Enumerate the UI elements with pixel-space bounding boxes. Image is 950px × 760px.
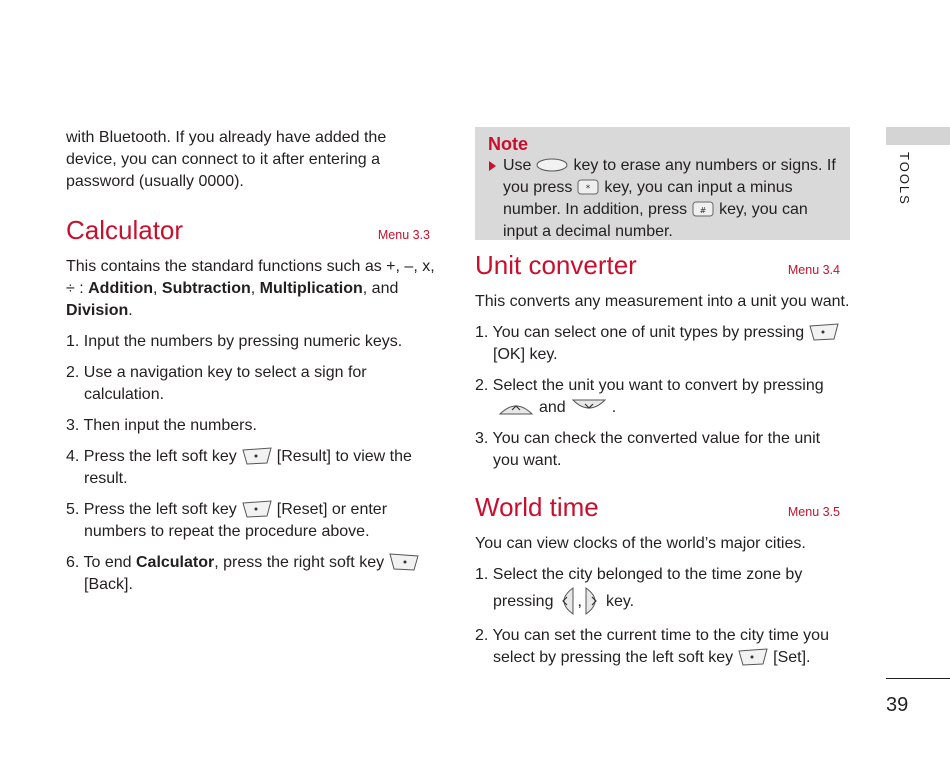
intro-paragraph: with Bluetooth. If you already have added the device, you can connect to it after entering a password (usually 0000). xyxy=(66,129,387,190)
svg-text:*: * xyxy=(586,184,591,194)
clear-key-icon xyxy=(535,156,569,174)
calculator-step-4: 4. Press the left soft key [Result] to view the result. xyxy=(66,448,412,487)
section-tab-bar xyxy=(886,127,950,145)
note-bullet-arrow-icon xyxy=(489,161,496,171)
world-time-menu-ref: Menu 3.5 xyxy=(787,505,840,519)
note-box xyxy=(475,127,850,240)
calculator-menu-ref: Menu 3.3 xyxy=(377,228,430,242)
calculator-step-3: 3. Then input the numbers. xyxy=(66,417,257,434)
unit-converter-description: This converts any measurement into a unit you want. xyxy=(475,293,850,310)
nav-down-key-icon xyxy=(570,398,608,416)
star-key-icon xyxy=(576,178,600,196)
left-soft-key-icon xyxy=(241,447,273,465)
nav-left-key-icon xyxy=(555,586,575,616)
section-tab-label: TOOLS xyxy=(897,152,912,206)
left-column xyxy=(66,127,438,596)
calculator-step-2: 2. Use a navigation key to select a sign for calculation. xyxy=(66,364,367,403)
calculator-step-1: 1. Input the numbers by pressing numeric keys. xyxy=(66,333,403,350)
world-time-title: World time xyxy=(475,492,599,522)
right-column xyxy=(475,127,850,669)
ok-soft-key-icon xyxy=(808,323,840,341)
calculator-description: This contains the standard functions such as +, –, x, ÷ : Addition, Subtraction, Multiplication, and Division. xyxy=(66,258,435,319)
note-body: Use key to erase any numbers or signs. If you press * key, you can input a minus number. In addition, press # key, you can input a decimal number. xyxy=(487,155,838,243)
unit-converter-step-1: 1. You can select one of unit types by pressing [OK] key. xyxy=(475,322,850,366)
left-soft-key-icon xyxy=(737,648,769,666)
page-number: 39 xyxy=(886,694,909,716)
world-time-step-1: 1. Select the city belonged to the time zone by pressing , key. xyxy=(475,564,850,616)
calculator-title: Calculator xyxy=(66,215,184,245)
unit-converter-step-3: 3. You can check the converted value for the unit you want. xyxy=(475,430,821,469)
world-time-description: You can view clocks of the world’s major cities. xyxy=(475,535,806,552)
calculator-heading xyxy=(66,209,438,245)
unit-converter-step-2: 2. Select the unit you want to convert by pressing and . xyxy=(475,377,824,416)
calculator-step-6: 6. To end Calculator, press the right soft key [Back]. xyxy=(66,552,438,596)
left-soft-key-icon xyxy=(241,500,273,518)
hash-key-icon xyxy=(691,200,715,218)
world-time-heading xyxy=(475,486,850,522)
nav-up-key-icon xyxy=(497,398,535,416)
page-number-rule xyxy=(886,678,950,679)
nav-right-key-icon xyxy=(584,586,604,616)
unit-converter-title: Unit converter xyxy=(475,250,637,280)
right-soft-key-icon xyxy=(388,553,420,571)
world-time-step-2: 2. You can set the current time to the city time you select by pressing the left soft key [Set]. xyxy=(475,627,829,666)
svg-text:#: # xyxy=(699,206,707,215)
unit-converter-heading xyxy=(475,244,850,280)
note-title: Note xyxy=(488,134,528,154)
unit-converter-menu-ref: Menu 3.4 xyxy=(787,263,840,277)
calculator-step-5: 5. Press the left soft key [Reset] or enter numbers to repeat the procedure above. xyxy=(66,501,388,540)
